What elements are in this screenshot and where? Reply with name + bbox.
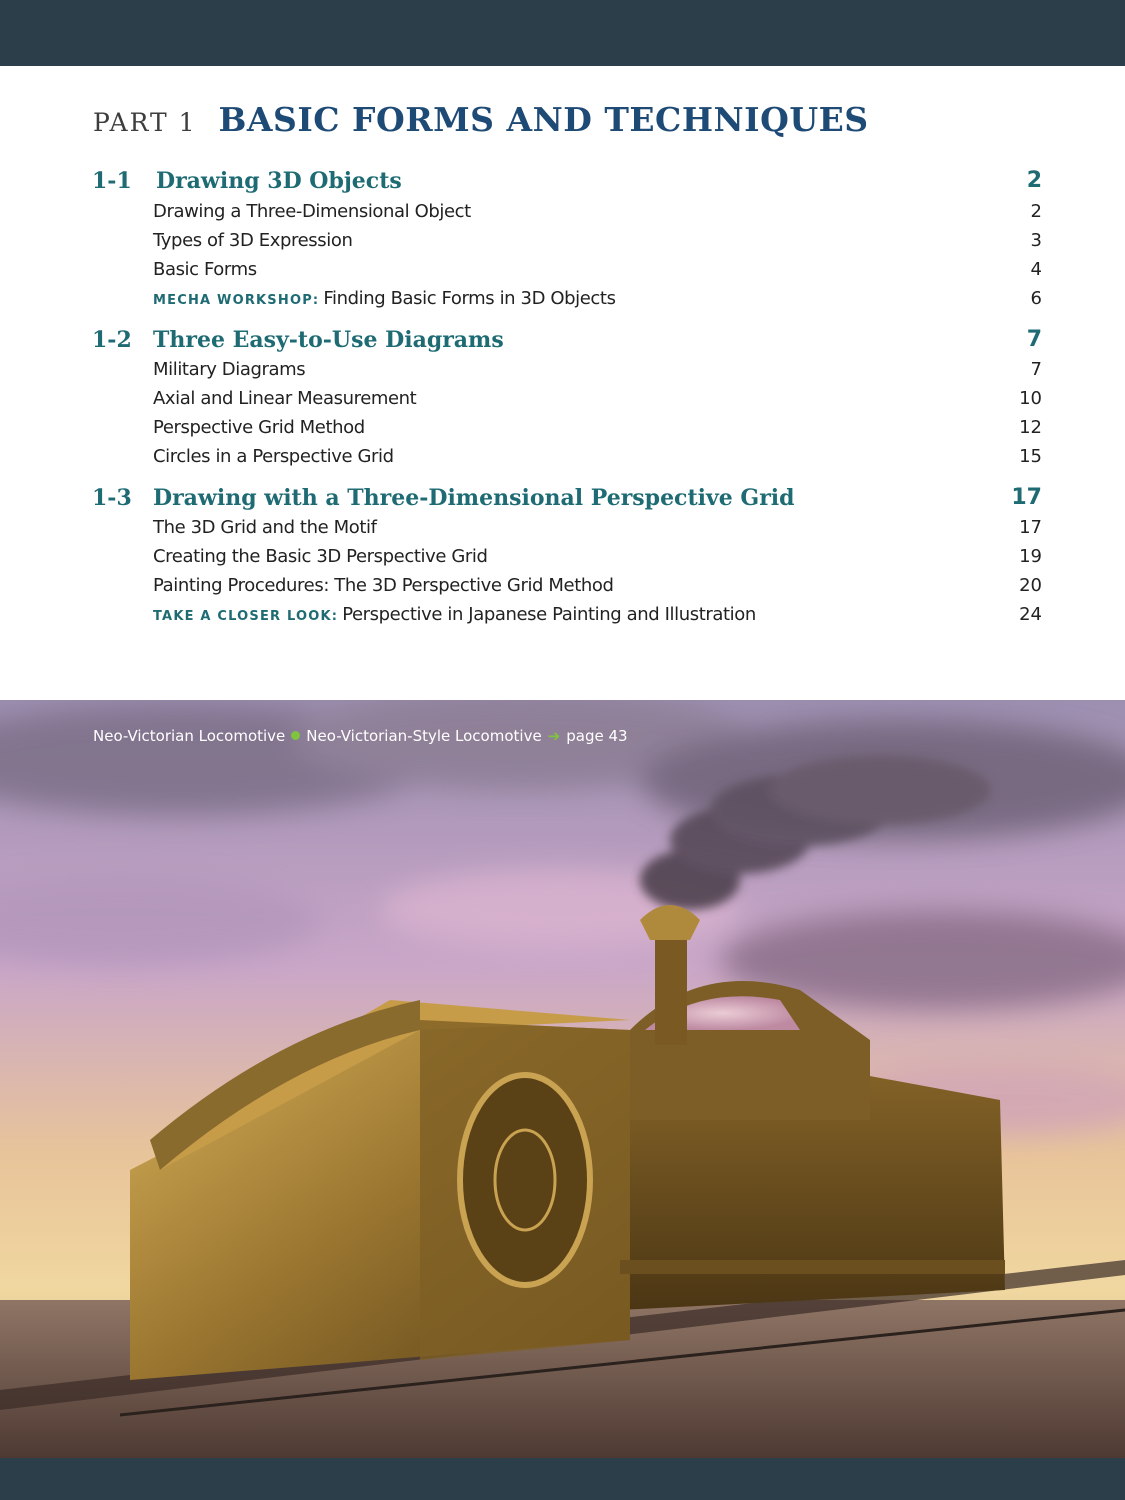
toc-item[interactable]	[153, 288, 1042, 314]
toc-item-text	[153, 288, 616, 309]
toc-item-text: Drawing a Three-Dimensional Object	[153, 201, 471, 222]
toc-item-text: Painting Procedures: The 3D Perspective Grid Method	[153, 575, 614, 596]
section-title: Three Easy-to-Use Diagrams	[153, 327, 504, 353]
toc-item-text: Axial and Linear Measurement	[153, 388, 417, 409]
toc-item[interactable]	[153, 359, 1042, 385]
toc-item-page: 6	[1030, 288, 1042, 309]
toc-item[interactable]	[153, 230, 1042, 256]
toc-item[interactable]	[153, 546, 1042, 572]
part-header	[93, 100, 869, 139]
section-heading[interactable]	[92, 327, 1042, 359]
toc-item-prefix: TAKE A CLOSER LOOK:	[153, 609, 339, 624]
green-dot-icon	[291, 731, 300, 740]
toc-item-text	[153, 604, 756, 625]
caption-middle: Neo-Victorian-Style Locomotive	[306, 727, 542, 745]
toc-item-text: Perspective Grid Method	[153, 417, 365, 438]
section-heading[interactable]	[92, 168, 1042, 200]
toc-item-page: 10	[1019, 388, 1042, 409]
toc-item-label: Perspective in Japanese Painting and Illustration	[342, 604, 756, 625]
toc-item-text: Circles in a Perspective Grid	[153, 446, 394, 467]
section-number: 1-1	[92, 168, 132, 194]
section-page: 7	[1026, 327, 1042, 352]
toc-item-page: 24	[1019, 604, 1042, 625]
green-arrow-icon: ➔	[547, 727, 561, 745]
section-title: Drawing 3D Objects	[156, 168, 402, 194]
illustration-caption	[93, 727, 628, 745]
toc-item-label: Finding Basic Forms in 3D Objects	[323, 288, 616, 309]
toc-item-text: Basic Forms	[153, 259, 257, 280]
bottom-bar	[0, 1458, 1125, 1500]
part-title: BASIC FORMS AND TECHNIQUES	[218, 100, 869, 139]
toc-item[interactable]	[153, 575, 1042, 601]
toc-item-page: 4	[1030, 259, 1042, 280]
toc-item-text: Types of 3D Expression	[153, 230, 353, 251]
section-title: Drawing with a Three-Dimensional Perspective Grid	[153, 485, 795, 511]
caption-left: Neo-Victorian Locomotive	[93, 727, 286, 745]
toc-item-page: 7	[1030, 359, 1042, 380]
toc-item[interactable]	[153, 446, 1042, 472]
toc-item-page: 17	[1019, 517, 1042, 538]
toc-item-page: 20	[1019, 575, 1042, 596]
section-heading[interactable]	[92, 485, 1042, 517]
toc-item-text: Creating the Basic 3D Perspective Grid	[153, 546, 488, 567]
toc-item[interactable]	[153, 201, 1042, 227]
locomotive-illustration	[0, 700, 1125, 1458]
toc-item-page: 12	[1019, 417, 1042, 438]
toc-item[interactable]	[153, 259, 1042, 285]
toc-item[interactable]	[153, 388, 1042, 414]
section-number: 1-3	[92, 485, 132, 511]
toc-item-page: 15	[1019, 446, 1042, 467]
toc-item-page: 3	[1030, 230, 1042, 251]
toc-item-text: Military Diagrams	[153, 359, 306, 380]
top-bar	[0, 0, 1125, 66]
toc-item-prefix: MECHA WORKSHOP:	[153, 293, 320, 308]
toc-item-page: 19	[1019, 546, 1042, 567]
toc-item[interactable]	[153, 604, 1042, 630]
toc-item-text: The 3D Grid and the Motif	[153, 517, 377, 538]
part-label: PART 1	[93, 108, 197, 137]
toc-item[interactable]	[153, 417, 1042, 443]
section-page: 17	[1011, 485, 1042, 510]
toc-item[interactable]	[153, 517, 1042, 543]
section-page: 2	[1026, 168, 1042, 193]
section-number: 1-2	[92, 327, 132, 353]
caption-page-link[interactable]: page 43	[566, 727, 628, 745]
toc-item-page: 2	[1030, 201, 1042, 222]
